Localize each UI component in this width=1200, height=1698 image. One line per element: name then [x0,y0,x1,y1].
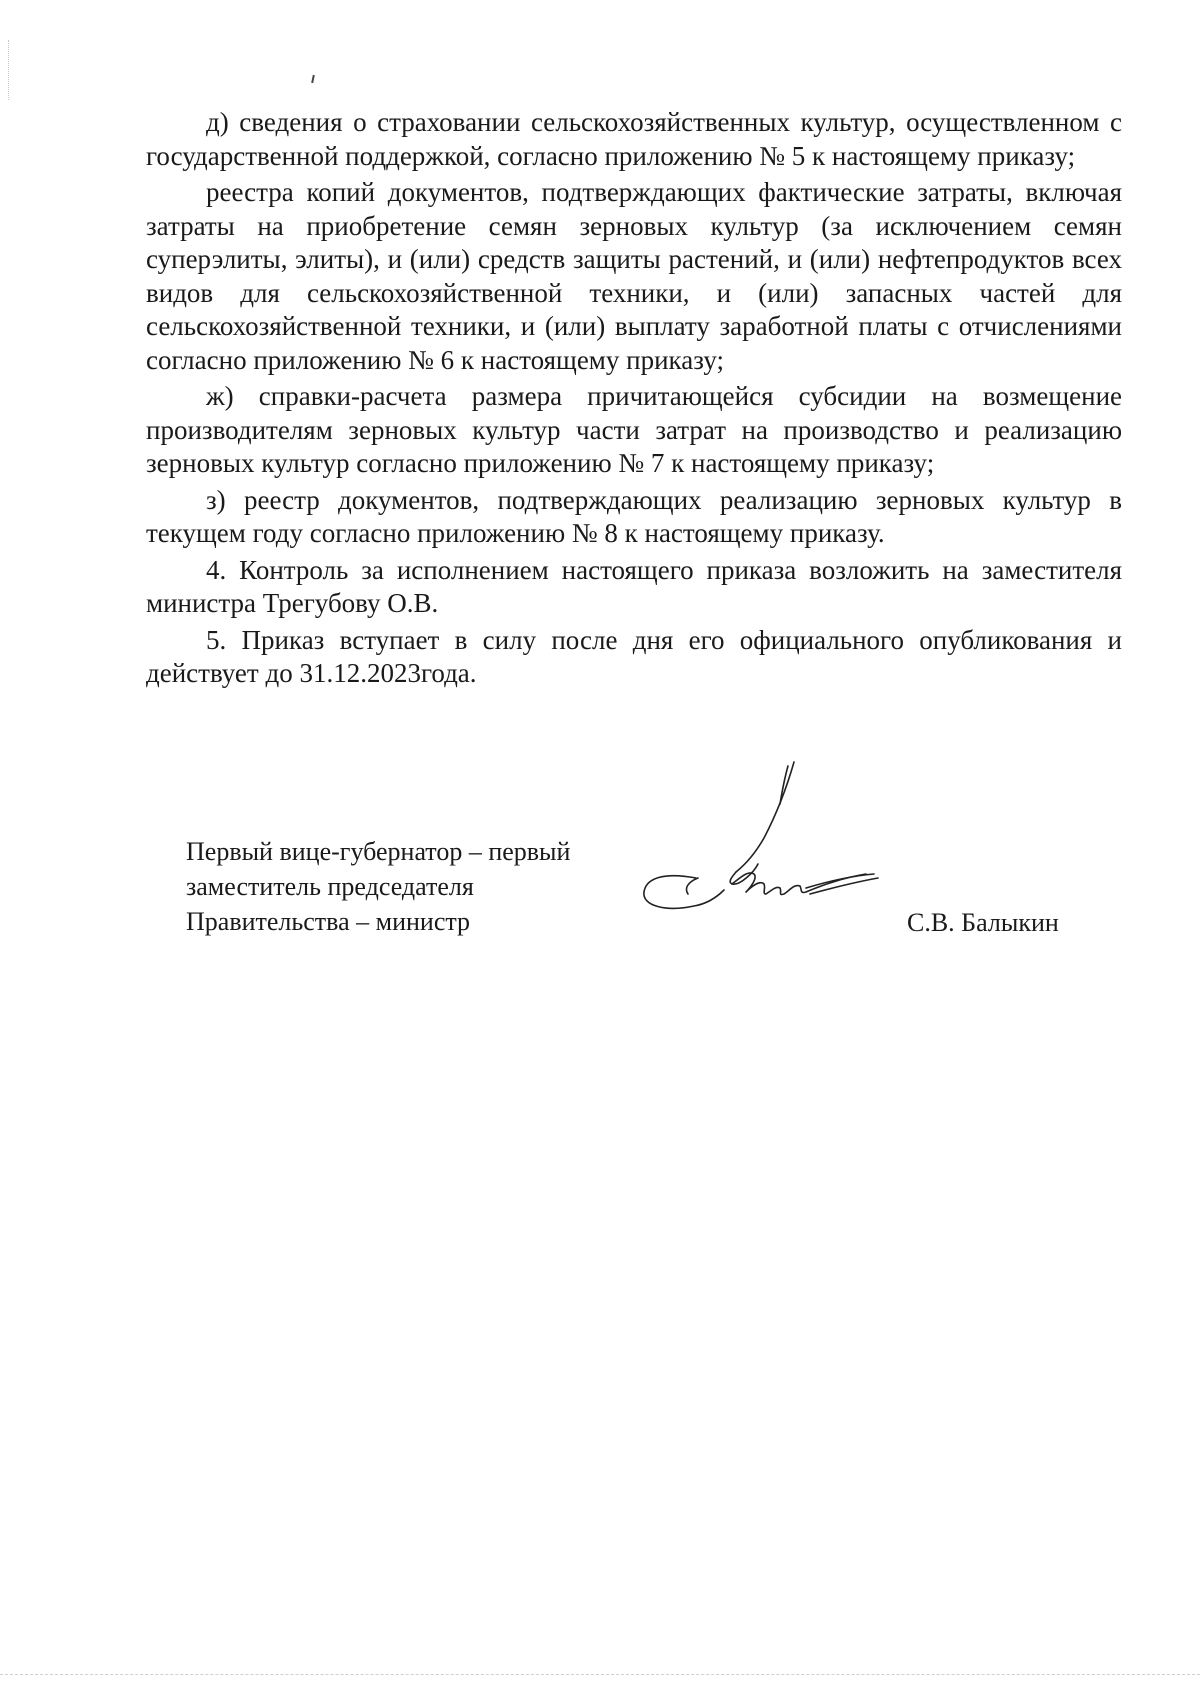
scan-tick-mark [311,75,315,83]
paragraph-4-control: 4. Контроль за исполнением настоящего приказа возложить на заместителя министра Трегубову О.В. [146,554,1122,618]
scan-edge-mark [8,40,11,100]
signatory-title-line: заместитель председателя [186,872,474,901]
signatory-title-line: Первый вице-губернатор – первый [186,837,571,866]
handwritten-signature [636,760,896,920]
signatory-title-line: Правительства – министр [186,907,471,936]
paragraph-d-insurance: д) сведения о страховании сельскохозяйственных культур, осуществленном с государственной поддержкой, согласно приложению № 5 к настоящему приказу; [146,107,1122,171]
signatory-title [186,834,570,939]
paragraph-z-sales-register: з) реестр документов, подтверждающих реализацию зерновых культур в текущем году согласно приложению № 8 к настоящему приказу. [146,484,1122,548]
signatory-name: С.В. Балыкин [907,908,1059,937]
paragraph-e-cost-register: реестра копий документов, подтверждающих фактические затраты, включая затраты на приобретение семян зерновых культур (за исключением семян суперэлиты, элиты), и (или) средств защиты растений, и (или) нефтепродуктов всех видов для сельскохозяйственной техники, и (или) запасных частей для сельскохозяйственной техники, и (или) выплату заработной платы с отчислениями согласно приложению № 6 к настоящему приказу; [146,177,1122,375]
paragraph-zh-subsidy-calculation: ж) справки-расчета размера причитающейся субсидии на возмещение производителям зерновых культур части затрат на производство и реализацию зерновых культур согласно приложению № 7 к настоящему приказу; [146,381,1122,478]
scan-bottom-edge [0,1674,1200,1675]
paragraph-5-effective-date: 5. Приказ вступает в силу после дня его официального опубликования и действует до 31.12.2023года. [146,624,1122,688]
document-body [146,106,1122,691]
